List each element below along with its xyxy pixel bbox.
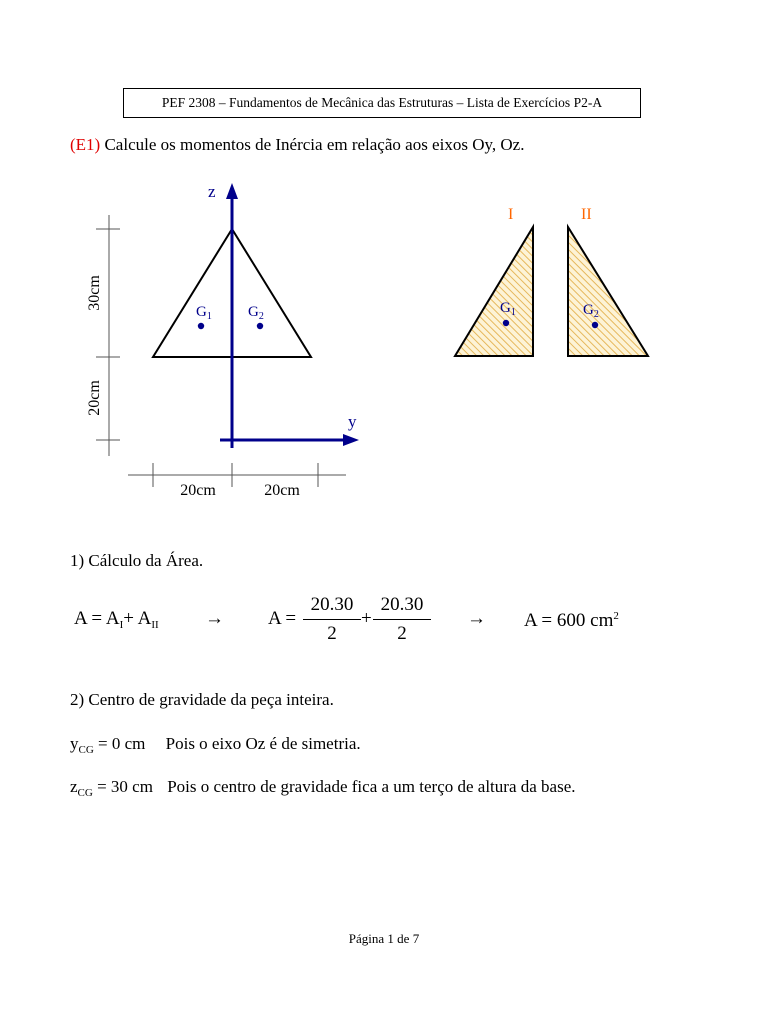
axis-z: [226, 183, 238, 448]
part-I-label: I: [508, 206, 514, 223]
area-sum-formula: $A = A_I+ A_{II}$: [74, 608, 159, 631]
area-result: A = 600 $cm^2$: [524, 610, 619, 631]
page-number: Página 1 de 7: [348, 931, 420, 946]
axis-y: [220, 434, 359, 446]
plus-sign: +: [361, 608, 372, 629]
vertical-dimension: [96, 215, 120, 456]
part-II-triangle: [568, 227, 648, 356]
svg-text:G1: $G_1$: [196, 304, 212, 322]
axis-y-label: y: [348, 412, 357, 431]
ycg-line: $y_{CG} = 0$ cm Pois o eixo Oz é de simetria.: [70, 734, 361, 756]
dim-label-20cm-vertical: 20cm: [86, 380, 103, 416]
part-II-label: II: [581, 206, 592, 223]
problem-tag: (E1): [70, 135, 101, 154]
part-I-triangle: [455, 227, 533, 356]
arrow-1: →: [205, 608, 224, 629]
dim-label-20cm-left: 20cm: [180, 482, 216, 499]
fraction-2: 20.30 2: [373, 594, 431, 645]
dim-label-20cm-right: 20cm: [264, 482, 300, 499]
fraction-1: 20.30 2: [303, 594, 361, 645]
arrow-2: →: [467, 608, 486, 629]
area-eq-left: A =: [268, 608, 297, 629]
centroid-g2: [248, 304, 264, 329]
axis-z-label: z: [208, 182, 216, 201]
section1-title: 1) Cálculo da Área.: [70, 551, 204, 570]
section2-title: 2) Centro de gravidade da peça inteira.: [70, 690, 334, 709]
zcg-line: $z_{CG} = 30$ cm Pois o centro de gravidade fica a um terço de altura da base.: [70, 777, 576, 799]
problem-text: Calcule os momentos de Inércia em relação aos eixos Oy, Oz.: [104, 135, 525, 154]
svg-text:G2: $G_2$: [583, 302, 599, 320]
svg-text:G1: $G_1$: [500, 300, 516, 318]
centroid-g1: [196, 304, 212, 329]
horizontal-dimension: [128, 463, 346, 487]
svg-text:G2: $G_2$: [248, 304, 264, 322]
dim-label-30cm: 30cm: [86, 275, 103, 311]
header-title: PEF 2308 – Fundamentos de Mecânica das Estruturas – Lista de Exercícios P2-A: [161, 95, 603, 110]
